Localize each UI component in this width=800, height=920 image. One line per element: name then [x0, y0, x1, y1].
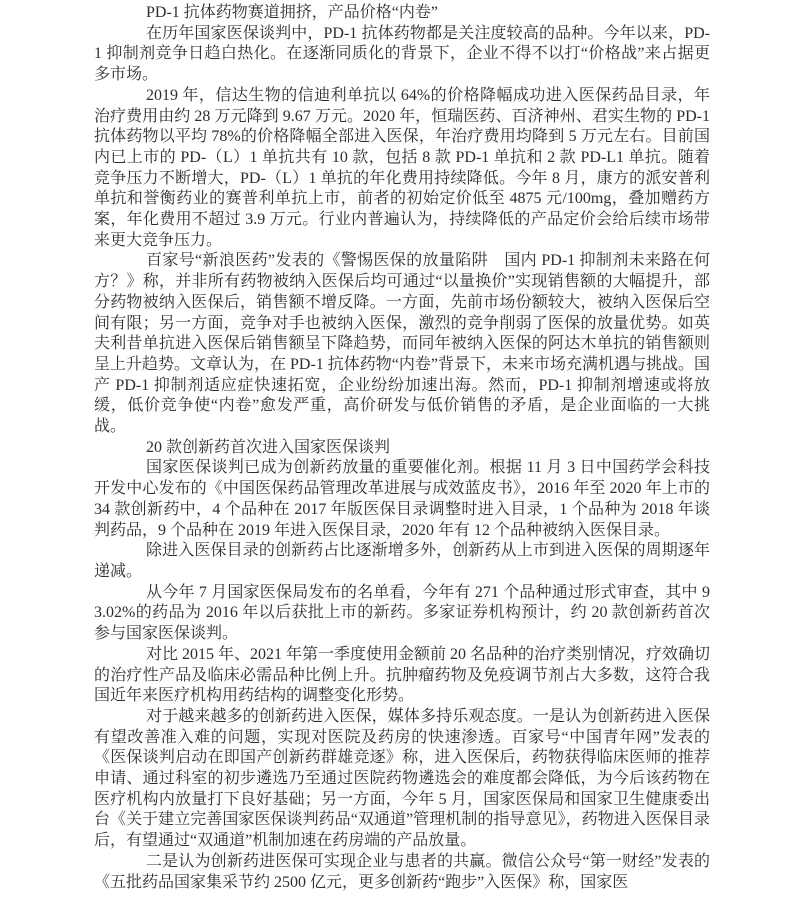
section-heading-pd1-price-involution: PD-1 抗体药物赛道拥挤，产品价格“内卷” [146, 4, 438, 21]
paragraph: 二是认为创新药进医保可实现企业与患者的共赢。微信公众号“第一财经”发表的《五批药品国家集采节约 2500 亿元，更多创新药“跑步”入医保》称，国家医 [94, 852, 710, 891]
paragraph: 国家医保谈判已成为创新药放量的重要催化剂。根据 11 月 3 日中国药学会科技开发中心发布的《中国医保药品管理改革进展与成效蓝皮书》，2016 年至 2020 年上市的 34 款创新药中，4 个品种在 2017 年版医保目录调整时进入目录，1 个品种为 2018 年谈判药品，9 个品种在 2019 年进入医保目录，2020 年有 12 个品种被纳入医保目录。 [94, 459, 710, 539]
section-heading-20-innovative-drugs: 20 款创新药首次进入国家医保谈判 [146, 438, 391, 456]
document-body [94, 3, 710, 893]
paragraph: 2019 年，信达生物的信迪利单抗以 64%的价格降幅成功进入医保药品目录，年治疗费用由约 28 万元降到 9.67 万元。2020 年，恒瑞医药、百济神州、君实生物的 PD-1 抗体药物以平均 78%的价格降幅全部进入医保，年治疗费用均降到 5 万元左右。目前国内已上市的 PD-（L）1 单抗共有 10 款，包括 8 款 PD-1 单抗和 2 款 PD-L1 单抗。随着竞争压力不断增大，PD-（L）1 单抗的年化费用持续降低。今年 8 月，康方的派安普利单抗和誉衡药业的赛普利单抗上市，前者的初始定价低至 4875 元/100mg，叠加赠药方案，年化费用不超过 3.9 万元。行业内普遍认为，持续降低的产品定价会给后续市场带来更大竞争压力。 [94, 86, 710, 249]
paragraph: 除进入医保目录的创新药占比逐渐增多外，创新药从上市到进入医保的周期逐年递减。 [94, 542, 710, 580]
paragraph: 对于越来越多的创新药进入医保，媒体多持乐观态度。一是认为创新药进入医保有望改善准入难的问题，实现对医院及药房的快速渗透。百家号“中国青年网”发表的《医保谈判启动在即国产创新药群雄竞逐》称，进入医保后，药物获得临床医师的推荐申请、通过科室的初步遴选乃至通过医院药物遴选会的难度都会降低，为今后该药物在医疗机构内放量打下良好基础；另一方面，今年 5 月，国家医保局和国家卫生健康委出台《关于建立完善国家医保谈判药品“双通道”管理机制的指导意见》，药物进入医保目录后，有望通过“双通道”机制加速在药房端的产品放量。 [94, 707, 710, 850]
paragraph: 对比 2015 年、2021 年第一季度使用金额前 20 名品种的治疗类别情况，疗效确切的治疗性产品及临床必需品种比例上升。抗肿瘤药物及免疫调节剂占大多数，这符合我国近年来医疗机构用药结构的调整变化形势。 [94, 645, 711, 705]
paragraph: 从今年 7 月国家医保局发布的名单看，今年有 271 个品种通过形式审查，其中 93.02%的药品为 2016 年以后获批上市的新药。多家证券机构预计，约 20 款创新药首次参与国家医保谈判。 [94, 583, 710, 643]
paragraph: 百家号“新浪医药”发表的《警惕医保的放量陷阱 国内 PD-1 抑制剂未来路在何方？》称，并非所有药物被纳入医保后均可通过“以量换价”实现销售额的大幅提升，部分药物被纳入医保后，销售额不增反降。一方面，先前市场份额较大，被纳入医保后空间有限；另一方面，竞争对手也被纳入医保，激烈的竞争削弱了医保的放量优势。如英夫利昔单抗进入医保后销售额呈下降趋势，而同年被纳入医保的阿达木单抗的销售额则呈上升趋势。文章认为，在 PD-1 抗体药物“内卷”背景下，未来市场充满机遇与挑战。国产 PD-1 抑制剂适应症快速拓宽，企业纷纷加速出海。然而，PD-1 抑制剂增速或将放缓，低价竞争使“内卷”愈发严重，高价研发与低价销售的矛盾，是企业面临的一大挑战。 [94, 252, 710, 436]
paragraph: 在历年国家医保谈判中，PD-1 抗体药物都是关注度较高的品种。今年以来，PD-1 抑制剂竞争日趋白热化。在逐渐同质化的背景下，企业不得不以打“价格战”来占据更多市场。 [94, 24, 710, 84]
